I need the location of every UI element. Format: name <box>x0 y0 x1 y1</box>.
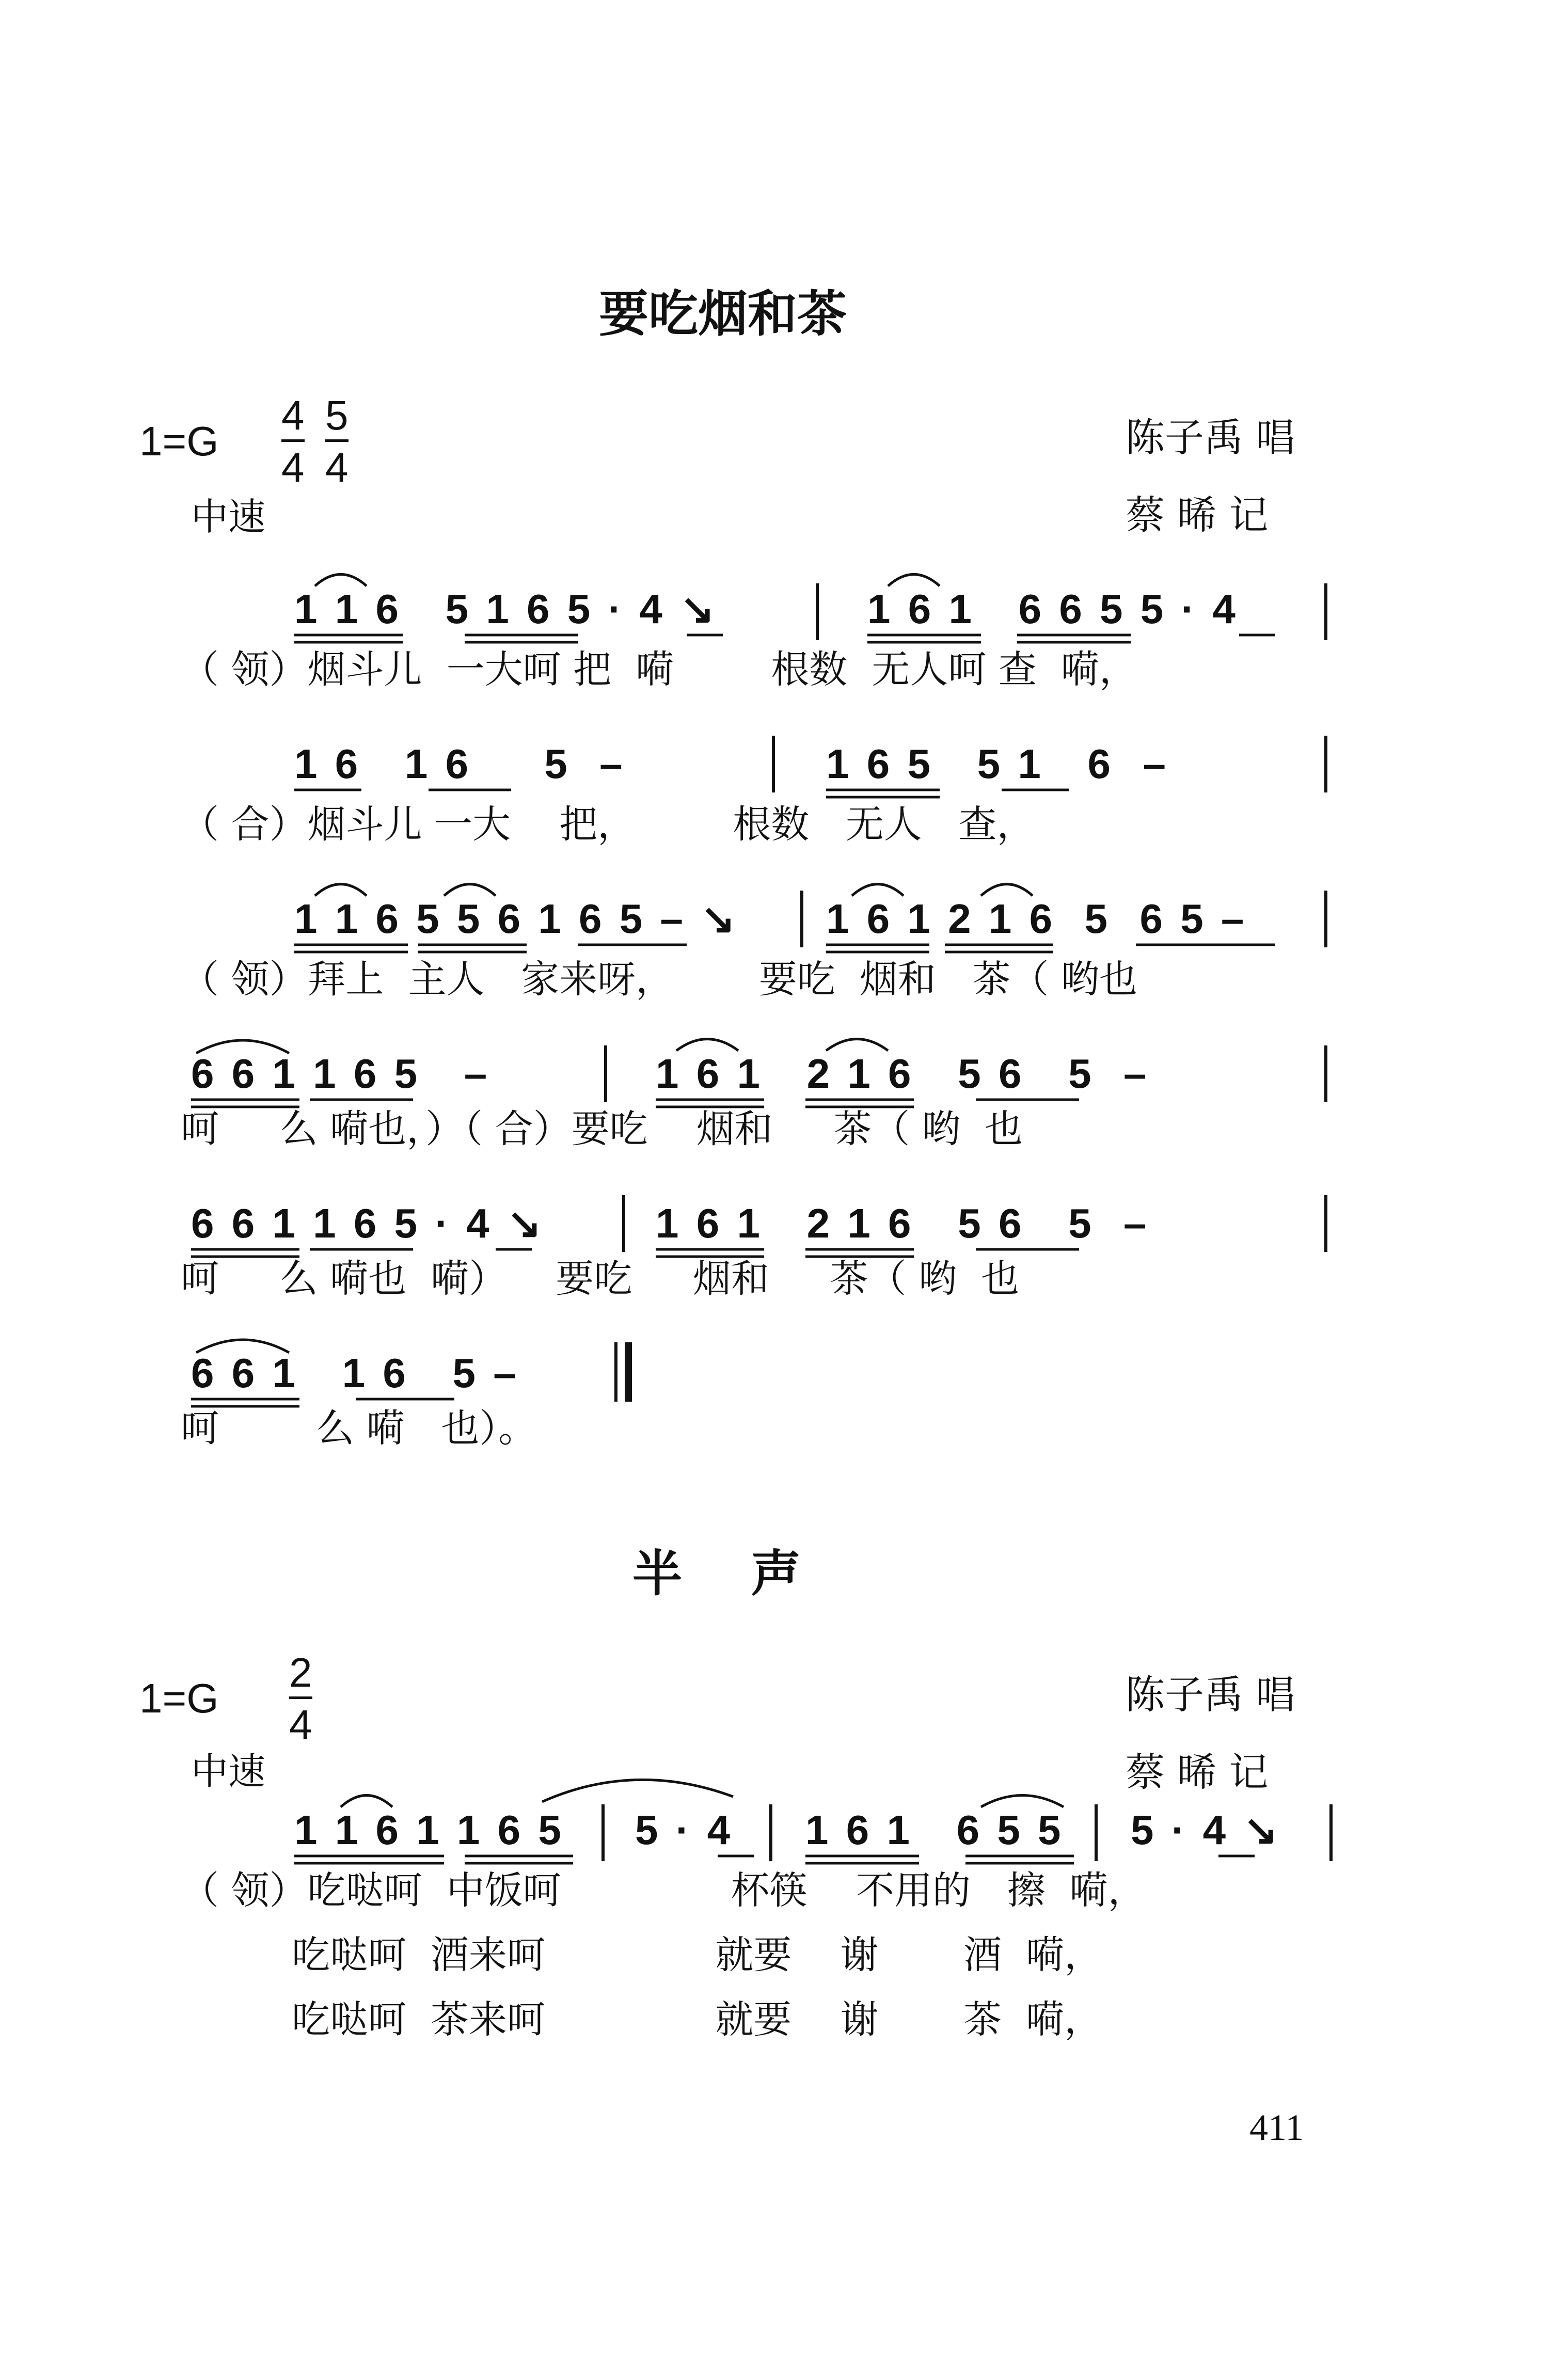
song1-title: 要吃烟和茶 <box>599 285 847 343</box>
song1-recorder: 蔡 晞 记 <box>1126 492 1269 538</box>
song1-notes-line-4b: 1 6 1 2 1 6 5 6 5 – <box>656 1051 1150 1097</box>
time-sig-denominator: 4 <box>281 445 305 490</box>
song1-lyrics-line-1: （ 领）烟斗儿 一大呵 把 嗬 根数 无人呵 查 嗬， <box>181 647 1137 692</box>
page-number: 411 <box>1249 2107 1304 2148</box>
time-sig-numerator: 4 <box>281 392 305 438</box>
song1-notes-line-5b: 1 6 1 2 1 6 5 6 5 – <box>656 1200 1150 1246</box>
song2-lyrics-verse-2: 吃哒呵 酒来呵 就要 谢 酒 嗬， <box>292 1933 1103 1977</box>
song1-notes-line-2a: 1 6 1 6 5 – <box>294 741 626 787</box>
time-sig-numerator: 5 <box>325 392 349 438</box>
song1-singer: 陈子禹 唱 <box>1126 415 1295 461</box>
song2-lyrics-verse-1: （ 领）吃哒呵 中饭呵 杯筷 不用的 擦 嗬， <box>181 1868 1146 1913</box>
song1-notes-line-4a: 6 6 1 1 6 5 – <box>191 1051 490 1097</box>
song2-tempo: 中速 <box>191 1750 266 1793</box>
time-sig-denominator: 4 <box>325 445 349 490</box>
song1-lyrics-line-6: 呵 么 嗬 也）。 <box>181 1406 537 1451</box>
song1-notes-line-1a: 1 1 6 5 1 6 5 · 4 ↘ <box>294 586 718 632</box>
song1-notes-line-5a: 6 6 1 1 6 5 · 4 ↘ <box>191 1200 545 1246</box>
song2-notes-bar-1: 1 1 6 1 1 6 5 <box>294 1807 564 1853</box>
song2-lyrics-verse-3: 吃哒呵 茶来呵 就要 谢 茶 嗬， <box>292 1997 1103 2042</box>
song2-notes-bar-2: 5 · 4 <box>635 1807 734 1853</box>
song2-notes-bar-3: 1 6 1 6 5 5 <box>805 1807 1064 1853</box>
song2-singer: 陈子禹 唱 <box>1126 1672 1295 1718</box>
song1-notes-line-1b: 1 6 1 6 6 5 5 · 4 <box>867 586 1239 632</box>
song2-notes-bar-4: 5 · 4 ↘ <box>1131 1807 1281 1853</box>
song1-tempo: 中速 <box>191 495 266 538</box>
song2-key: 1=G <box>139 1675 219 1721</box>
song2-recorder: 蔡 晞 记 <box>1126 1749 1269 1795</box>
song1-notes-line-2b: 1 6 5 5 1 6 – <box>826 741 1169 787</box>
time-sig-numerator: 2 <box>289 1649 312 1695</box>
song1-key: 1=G <box>139 418 219 464</box>
song2-title: 半 声 <box>632 1545 801 1603</box>
time-sig-denominator: 4 <box>289 1702 312 1748</box>
song1-lyrics-line-5: 呵 么 嗬也 嗬） 要吃 烟和 茶（ 哟 也 <box>181 1257 1020 1301</box>
song1-lyrics-line-2: （ 合）烟斗儿 一大 把， 根数 无人 查， <box>181 802 1035 847</box>
song1-lyrics-line-4: 呵 么 嗬也，）（ 合）要吃 烟和 茶（ 哟 也 <box>181 1107 1023 1151</box>
song1-notes-line-6: 6 6 1 1 6 5 – <box>191 1350 519 1396</box>
song1-notes-line-3a: 1 1 6 5 5 6 1 6 5 – ↘ <box>294 896 739 942</box>
song1-lyrics-line-3: （ 领）拜上 主人 家来呀， 要吃 烟和 茶（ 哟也 <box>181 957 1137 1002</box>
song1-notes-line-3b: 1 6 1 2 1 6 5 6 5 – <box>826 896 1247 942</box>
